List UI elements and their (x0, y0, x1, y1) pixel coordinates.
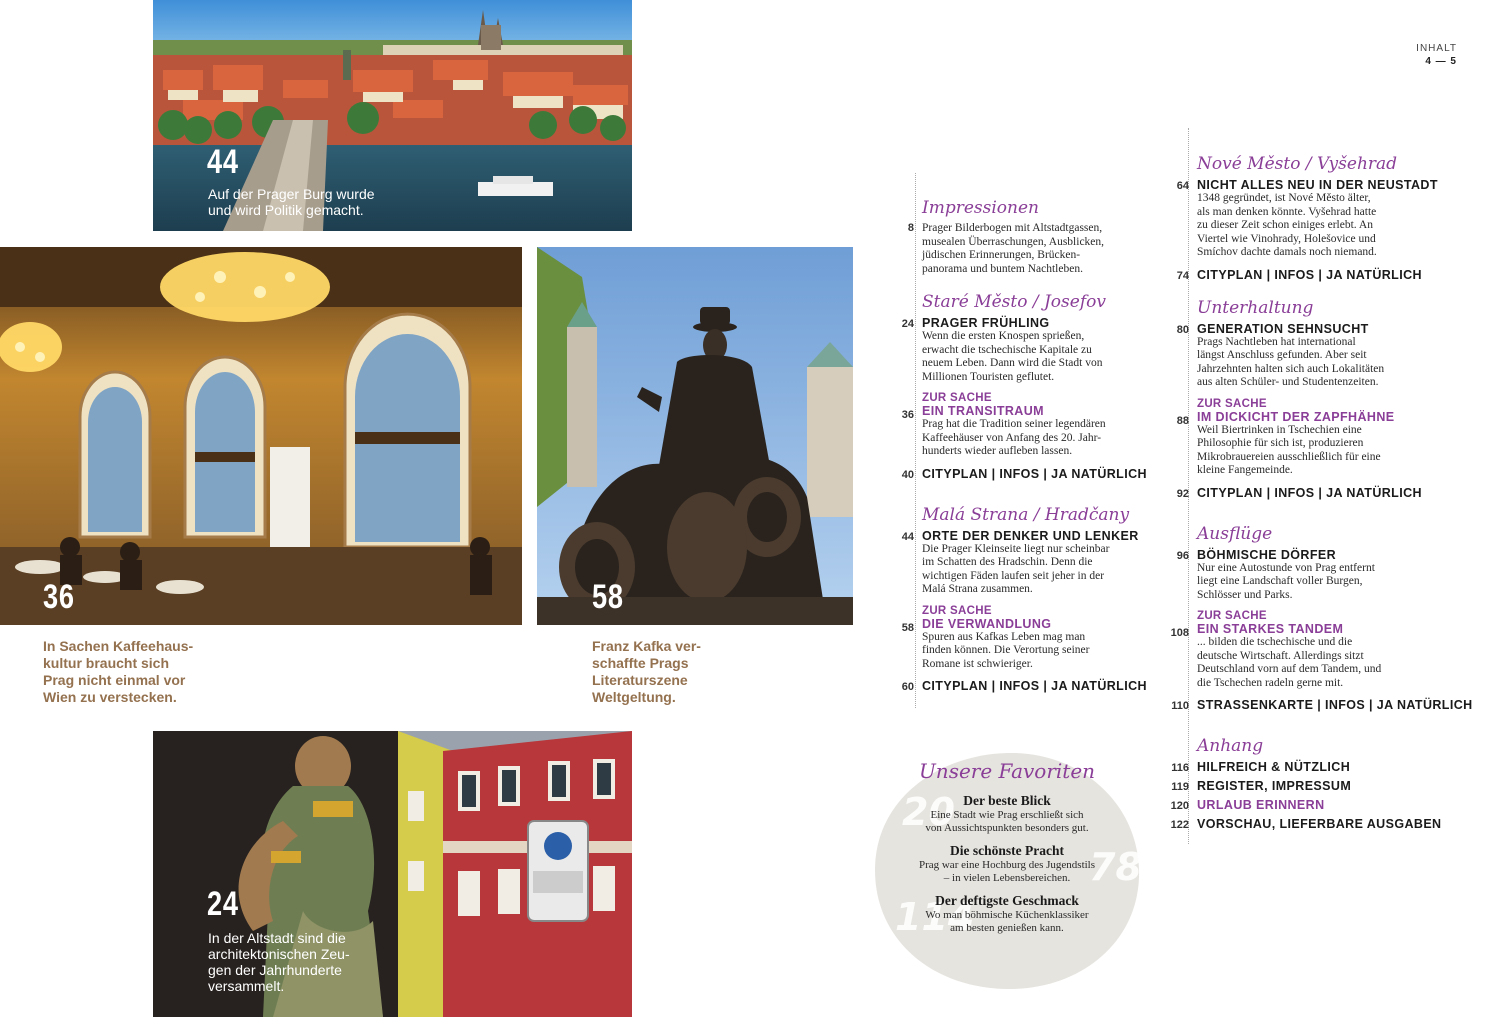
page-number: 74 (1176, 269, 1189, 282)
entry-description: Spuren aus Kafkas Leben mag man finden können. Die Verortung seiner Romane ist schwieriger. (922, 630, 1090, 670)
favorit-item[interactable]: Der beste Blick Eine Stadt wie Prag erschließt sich von Aussichtspunkten besonders gut. (925, 793, 1089, 834)
zur-sache-label: ZUR SACHE (1197, 397, 1267, 410)
toc-heading-anhang: Anhang (1197, 736, 1264, 756)
page-number: 88 (1176, 414, 1189, 427)
entry-title: REGISTER, IMPRESSUM (1197, 779, 1352, 793)
entry-title: CITYPLAN | INFOS | JA NATÜRLICH (1197, 267, 1422, 282)
toc-entry-119[interactable] (1169, 779, 1469, 793)
header-section: INHALT (1416, 43, 1457, 54)
entry-title: STRASSENKARTE | INFOS | JA NATÜRLICH (1197, 698, 1473, 712)
statue-illustration (537, 247, 853, 625)
toc-entry-44[interactable] (894, 529, 1154, 597)
toc-entry-116[interactable] (1169, 760, 1469, 774)
photo-number-44: 44 (207, 143, 239, 181)
entry-title: HILFREICH & NÜTZLICH (1197, 760, 1351, 774)
toc-entry-96[interactable] (1169, 548, 1469, 603)
entry-description: 1348 gegründet, ist Nové Město älter, als man denken könnte. Vyšehrad hatte zu dieser Zeit schon einiges erlebt. An Viertel wie Vinohrady, Holešovice und Smíchov dachte damals noch niemand. (1197, 192, 1377, 258)
photo-caption-44: Auf der Prager Burg wurde und wird Politik gemacht. (208, 186, 375, 218)
toc-entry-60[interactable] (894, 679, 1154, 693)
entry-title: BÖHMISCHE DÖRFER (1197, 547, 1337, 562)
entry-description: Prags Nachtleben hat international längst Anschluss gefunden. Aber seit Jahrzehnten halten sich auch Lokalitäten aus alten Schüler- und Studentenzeiten. (1197, 335, 1385, 388)
page-number: 122 (1170, 819, 1189, 831)
toc-entry-74[interactable] (1169, 268, 1469, 282)
zur-sache-label: ZUR SACHE (1197, 610, 1267, 622)
page-number: 92 (1176, 487, 1189, 500)
photo-number-58: 58 (592, 578, 624, 616)
entry-description: Die Prager Kleinseite liegt nur scheinbar im Schatten des Hradschin. Denn die wichtigen Fäden laufen seit jeher in der Malá Strana zusammen. (922, 542, 1110, 595)
toc-entry-92[interactable] (1169, 486, 1469, 500)
entry-title: CITYPLAN | INFOS | JA NATÜRLICH (922, 679, 1147, 693)
entry-title: ORTE DER DENKER UND LENKER (922, 528, 1139, 543)
page-number: 116 (1171, 762, 1189, 774)
entry-title: PRAGER FRÜHLING (922, 316, 1050, 330)
entry-description: ... bilden die tschechische und die deutsche Wirtschaft. Allerdings sitzt Deutschland vorn auf dem Tandem, und die Tschechen radeln gerne mit. (1197, 636, 1382, 689)
entry-title: DIE VERWANDLUNG (922, 616, 1052, 631)
favorit-item[interactable]: Der deftigste Geschmack Wo man böhmische Küchenklassiker am besten genießen kann. (925, 893, 1089, 934)
page-header (1416, 42, 1457, 68)
cafe-illustration (0, 247, 522, 625)
page-number: 119 (1171, 781, 1189, 793)
page-number: 44 (901, 530, 914, 543)
toc-right-column (1169, 154, 1473, 831)
toc-entry-36[interactable] (894, 392, 1154, 459)
entry-title: EIN STARKES TANDEM (1197, 622, 1344, 636)
fav-bg-number-2: 78 (1089, 845, 1142, 889)
entry-title: CITYPLAN | INFOS | JA NATÜRLICH (922, 466, 1147, 481)
zur-sache-label: ZUR SACHE (922, 604, 992, 617)
favoriten-heading: Unsere Favoriten (918, 759, 1096, 783)
favoriten-circle (867, 745, 1147, 995)
toc-heading-nove-mesto: Nové Město / Vyšehrad (1197, 154, 1398, 174)
toc-entry-88[interactable] (1169, 398, 1469, 478)
favorit-item[interactable]: Die schönste Pracht Prag war eine Hochburg des Jugendstils – in vielen Lebensbereichen. (918, 843, 1096, 884)
photo-cafe-interior (0, 247, 522, 625)
toc-entry-40[interactable] (894, 467, 1154, 481)
toc-entry-80[interactable] (1169, 322, 1469, 390)
page-number: 58 (901, 621, 914, 634)
entry-title: EIN TRANSITRAUM (922, 404, 1044, 418)
photo-caption-24: In der Altstadt sind die architektonischen Zeu- gen der Jahrhunderte versammelt. (208, 930, 350, 994)
page-number: 24 (901, 318, 914, 330)
entry-description: Prag hat die Tradition seiner legendären Kaffeehäuser von Anfang des 20. Jahr- hunderts wieder aufleben lassen. (922, 418, 1106, 457)
toc-entry-64[interactable] (1169, 178, 1469, 260)
photo-caption-58: Franz Kafka ver- schaffte Prags Literaturszene Weltgeltung. (592, 638, 701, 705)
toc-entry-58[interactable] (894, 605, 1154, 672)
page-number: 80 (1176, 323, 1189, 336)
entry-description: Wenn die ersten Knospen sprießen, erwacht die tschechische Kapitale zu neuem Leben. Dann wird die Stadt von Millionen Touristen geflutet. (922, 330, 1103, 383)
entry-description: Prager Bilderbogen mit Altstadtgassen, musealen Überraschungen, Ausblicken, jüdischen Erinnerungen, Brücken- panorama und buntem Nachtleben. (922, 222, 1105, 275)
toc-entry-122[interactable] (1169, 817, 1469, 831)
toc-entry-8[interactable] (894, 222, 1154, 276)
fav-bg-number-1: 20 (902, 790, 955, 834)
toc-entry-110[interactable] (1169, 698, 1473, 712)
entry-title: NICHT ALLES NEU IN DER NEUSTADT (1197, 178, 1438, 192)
toc-heading-unterhaltung: Unterhaltung (1197, 297, 1314, 318)
zur-sache-label: ZUR SACHE (922, 392, 992, 404)
toc-heading-ausfluege: Ausflüge (1197, 523, 1273, 544)
photo-caption-36: In Sachen Kaffeehaus- kultur braucht sich Prag nicht einmal vor Wien zu verstecken. (43, 638, 194, 705)
entry-description: Weil Biertrinken in Tschechien eine Philosophie für sich ist, produzieren Mikrobrauereien ausschließlich für eine kleine Fangemeinde. (1197, 423, 1381, 476)
page-number: 110 (1171, 700, 1189, 712)
page-number: 96 (1176, 549, 1189, 562)
page-number: 64 (1176, 180, 1189, 192)
entry-title: VORSCHAU, LIEFERBARE AUSGABEN (1197, 817, 1442, 831)
toc-heading-stare-mesto: Staré Město / Josefov (922, 292, 1106, 312)
toc-entry-120[interactable] (1169, 798, 1469, 812)
page-number: 108 (1170, 627, 1189, 639)
fav-bg-number-3: 114 (895, 895, 975, 939)
toc-heading-mala-strana: Malá Strana / Hradčany (922, 504, 1130, 525)
photo-kafka-statue (537, 247, 853, 625)
photo-number-24: 24 (207, 885, 239, 923)
page-number: 8 (907, 222, 914, 234)
entry-title: GENERATION SEHNSUCHT (1197, 321, 1369, 336)
toc-entry-24[interactable] (894, 316, 1154, 384)
entry-title: CITYPLAN | INFOS | JA NATÜRLICH (1197, 485, 1422, 500)
entry-description: Nur eine Autostunde von Prag entfernt liegt eine Landschaft voller Burgen, Schlösser und Parks. (1197, 561, 1375, 601)
toc-entry-108[interactable] (1169, 610, 1469, 690)
entry-title: URLAUB ERINNERN (1197, 798, 1325, 812)
entry-title: IM DICKICHT DER ZAPFHÄHNE (1197, 409, 1395, 424)
page-number: 60 (901, 681, 914, 693)
header-pages: 4 — 5 (1425, 56, 1457, 67)
page-number: 120 (1170, 800, 1189, 812)
page-number: 40 (901, 468, 914, 481)
toc-left-column (894, 198, 1154, 693)
favoriten-list (867, 793, 1147, 935)
toc-heading-impressionen: Impressionen (922, 198, 1039, 218)
photo-number-36: 36 (43, 578, 75, 616)
page-number: 36 (901, 409, 914, 421)
